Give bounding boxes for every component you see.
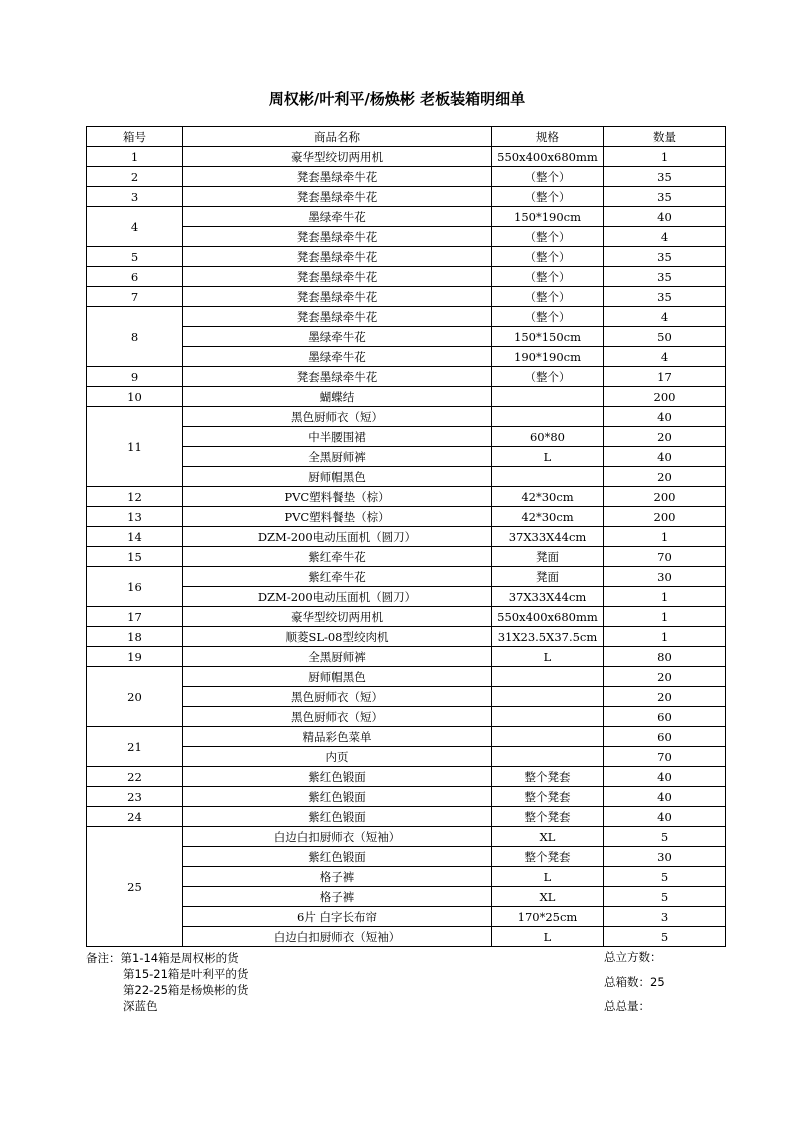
- cell-product-name: 紫红牵牛花: [183, 547, 492, 567]
- header-box-no: 箱号: [87, 127, 183, 147]
- header-spec: 规格: [492, 127, 604, 147]
- cell-spec: L: [492, 867, 604, 887]
- cell-product-name: 黑色厨师衣（短）: [183, 687, 492, 707]
- cell-product-name: DZM-200电动压面机（圆刀）: [183, 527, 492, 547]
- table-row: [87, 427, 726, 447]
- table-row: [87, 587, 726, 607]
- table-header-row: [87, 127, 726, 147]
- table-row: [87, 167, 726, 187]
- cell-spec: [492, 667, 604, 687]
- cell-product-name: 凳套墨绿牵牛花: [183, 187, 492, 207]
- cell-quantity: 20: [604, 667, 726, 687]
- cell-quantity: 1: [604, 587, 726, 607]
- cell-quantity: 1: [604, 607, 726, 627]
- cell-spec: 凳面: [492, 567, 604, 587]
- cell-product-name: 墨绿牵牛花: [183, 207, 492, 227]
- cell-quantity: 40: [604, 207, 726, 227]
- cell-box-no: 1: [87, 147, 183, 167]
- cell-spec: [492, 747, 604, 767]
- cell-quantity: 70: [604, 547, 726, 567]
- cell-quantity: 35: [604, 247, 726, 267]
- cell-box-no: 13: [87, 507, 183, 527]
- total-weight-label: 总总量：: [604, 999, 650, 1013]
- table-row: [87, 327, 726, 347]
- cell-box-no: 14: [87, 527, 183, 547]
- total-boxes-label: 总箱数：: [604, 975, 650, 989]
- table-row: [87, 727, 726, 747]
- table-row: [87, 287, 726, 307]
- table-row: [87, 927, 726, 947]
- cell-spec: 42*30cm: [492, 507, 604, 527]
- cell-product-name: 凳套墨绿牵牛花: [183, 367, 492, 387]
- cell-spec: （整个）: [492, 307, 604, 327]
- cell-quantity: 40: [604, 447, 726, 467]
- header-product-name: 商品名称: [183, 127, 492, 147]
- cell-box-no: 10: [87, 387, 183, 407]
- table-row: [87, 507, 726, 527]
- cell-product-name: 墨绿牵牛花: [183, 327, 492, 347]
- cell-product-name: 6片 白字长布帘: [183, 907, 492, 927]
- total-volume: [604, 949, 662, 965]
- cell-product-name: 紫红色锻面: [183, 787, 492, 807]
- cell-spec: 整个凳套: [492, 807, 604, 827]
- cell-spec: 整个凳套: [492, 847, 604, 867]
- table-row: [87, 367, 726, 387]
- cell-box-no: 16: [87, 567, 183, 607]
- cell-spec: （整个）: [492, 367, 604, 387]
- total-volume-label: 总立方数：: [604, 950, 662, 964]
- table-row: [87, 627, 726, 647]
- cell-product-name: 格子裤: [183, 867, 492, 887]
- cell-quantity: 40: [604, 807, 726, 827]
- cell-product-name: 凳套墨绿牵牛花: [183, 267, 492, 287]
- table-row: [87, 447, 726, 467]
- cell-product-name: 中半腰围裙: [183, 427, 492, 447]
- cell-spec: [492, 467, 604, 487]
- cell-product-name: 全黑厨师裤: [183, 447, 492, 467]
- cell-quantity: 5: [604, 887, 726, 907]
- cell-product-name: 白边白扣厨师衣（短袖）: [183, 927, 492, 947]
- cell-spec: 37X33X44cm: [492, 527, 604, 547]
- total-weight: [604, 998, 650, 1014]
- cell-spec: 190*190cm: [492, 347, 604, 367]
- cell-spec: 42*30cm: [492, 487, 604, 507]
- cell-spec: [492, 687, 604, 707]
- header-quantity: 数量: [604, 127, 726, 147]
- cell-spec: 37X33X44cm: [492, 587, 604, 607]
- cell-spec: [492, 387, 604, 407]
- cell-product-name: 顺菱SL-08型绞肉机: [183, 627, 492, 647]
- cell-product-name: 厨师帽黑色: [183, 667, 492, 687]
- packing-list-table: [86, 126, 726, 947]
- cell-spec: （整个）: [492, 287, 604, 307]
- cell-box-no: 12: [87, 487, 183, 507]
- table-row: [87, 227, 726, 247]
- cell-product-name: 紫红色锻面: [183, 807, 492, 827]
- cell-quantity: 1: [604, 527, 726, 547]
- cell-spec: XL: [492, 827, 604, 847]
- table-row: [87, 667, 726, 687]
- table-row: [87, 647, 726, 667]
- cell-quantity: 50: [604, 327, 726, 347]
- cell-product-name: 紫红色锻面: [183, 847, 492, 867]
- cell-product-name: PVC塑料餐垫（棕）: [183, 487, 492, 507]
- notes: [86, 950, 248, 1014]
- cell-quantity: 4: [604, 307, 726, 327]
- cell-product-name: 精品彩色菜单: [183, 727, 492, 747]
- cell-product-name: 凳套墨绿牵牛花: [183, 307, 492, 327]
- cell-box-no: 5: [87, 247, 183, 267]
- cell-quantity: 5: [604, 827, 726, 847]
- cell-quantity: 5: [604, 867, 726, 887]
- table-row: [87, 907, 726, 927]
- cell-box-no: 15: [87, 547, 183, 567]
- cell-quantity: 20: [604, 687, 726, 707]
- cell-product-name: 紫红色锻面: [183, 767, 492, 787]
- cell-quantity: 4: [604, 227, 726, 247]
- cell-quantity: 35: [604, 287, 726, 307]
- table-body: [87, 147, 726, 947]
- cell-box-no: 25: [87, 827, 183, 947]
- cell-quantity: 60: [604, 707, 726, 727]
- cell-box-no: 24: [87, 807, 183, 827]
- table-row: [87, 407, 726, 427]
- table-row: [87, 847, 726, 867]
- cell-spec: 60*80: [492, 427, 604, 447]
- table-row: [87, 347, 726, 367]
- cell-spec: 150*150cm: [492, 327, 604, 347]
- cell-quantity: 40: [604, 767, 726, 787]
- cell-spec: L: [492, 447, 604, 467]
- table-row: [87, 767, 726, 787]
- cell-spec: [492, 407, 604, 427]
- cell-product-name: PVC塑料餐垫（棕）: [183, 507, 492, 527]
- table-row: [87, 607, 726, 627]
- cell-product-name: 紫红牵牛花: [183, 567, 492, 587]
- cell-quantity: 70: [604, 747, 726, 767]
- cell-spec: L: [492, 647, 604, 667]
- cell-spec: 31X23.5X37.5cm: [492, 627, 604, 647]
- cell-spec: （整个）: [492, 247, 604, 267]
- cell-box-no: 22: [87, 767, 183, 787]
- table-row: [87, 147, 726, 167]
- table-row: [87, 267, 726, 287]
- cell-box-no: 23: [87, 787, 183, 807]
- cell-quantity: 35: [604, 167, 726, 187]
- table-row: [87, 207, 726, 227]
- table-row: [87, 527, 726, 547]
- table-row: [87, 887, 726, 907]
- cell-quantity: 200: [604, 487, 726, 507]
- cell-product-name: 黑色厨师衣（短）: [183, 707, 492, 727]
- cell-quantity: 40: [604, 787, 726, 807]
- cell-box-no: 2: [87, 167, 183, 187]
- table-row: [87, 687, 726, 707]
- cell-box-no: 18: [87, 627, 183, 647]
- cell-quantity: 35: [604, 187, 726, 207]
- table-row: [87, 547, 726, 567]
- cell-spec: （整个）: [492, 227, 604, 247]
- cell-product-name: DZM-200电动压面机（圆刀）: [183, 587, 492, 607]
- cell-spec: 整个凳套: [492, 767, 604, 787]
- cell-product-name: 豪华型绞切两用机: [183, 607, 492, 627]
- note-line: 第15-21箱是叶利平的货: [123, 967, 249, 981]
- cell-quantity: 3: [604, 907, 726, 927]
- cell-product-name: 白边白扣厨师衣（短袖）: [183, 827, 492, 847]
- cell-product-name: 凳套墨绿牵牛花: [183, 167, 492, 187]
- cell-product-name: 内页: [183, 747, 492, 767]
- cell-box-no: 9: [87, 367, 183, 387]
- cell-product-name: 厨师帽黑色: [183, 467, 492, 487]
- cell-spec: [492, 727, 604, 747]
- cell-product-name: 蝴蝶结: [183, 387, 492, 407]
- cell-quantity: 60: [604, 727, 726, 747]
- table-row: [87, 747, 726, 767]
- cell-spec: 550x400x680mm: [492, 147, 604, 167]
- table-row: [87, 567, 726, 587]
- cell-box-no: 8: [87, 307, 183, 367]
- cell-box-no: 4: [87, 207, 183, 247]
- table-row: [87, 707, 726, 727]
- cell-quantity: 1: [604, 627, 726, 647]
- cell-product-name: 格子裤: [183, 887, 492, 907]
- cell-box-no: 11: [87, 407, 183, 487]
- cell-spec: [492, 707, 604, 727]
- cell-spec: 550x400x680mm: [492, 607, 604, 627]
- cell-quantity: 30: [604, 847, 726, 867]
- cell-spec: XL: [492, 887, 604, 907]
- note-line: 深蓝色: [123, 999, 158, 1013]
- total-boxes-value: 25: [650, 975, 665, 989]
- cell-spec: 170*25cm: [492, 907, 604, 927]
- note-line: 备注：第1-14箱是周权彬的货: [86, 951, 239, 965]
- cell-box-no: 6: [87, 267, 183, 287]
- table-row: [87, 807, 726, 827]
- cell-box-no: 21: [87, 727, 183, 767]
- cell-box-no: 7: [87, 287, 183, 307]
- table-row: [87, 827, 726, 847]
- table-row: [87, 307, 726, 327]
- cell-quantity: 5: [604, 927, 726, 947]
- cell-quantity: 200: [604, 507, 726, 527]
- cell-spec: （整个）: [492, 167, 604, 187]
- note-line: 第22-25箱是杨焕彬的货: [123, 983, 249, 997]
- cell-spec: L: [492, 927, 604, 947]
- cell-box-no: 20: [87, 667, 183, 727]
- table-row: [87, 487, 726, 507]
- cell-quantity: 1: [604, 147, 726, 167]
- cell-product-name: 全黑厨师裤: [183, 647, 492, 667]
- cell-quantity: 200: [604, 387, 726, 407]
- total-boxes: [604, 974, 665, 990]
- cell-box-no: 3: [87, 187, 183, 207]
- cell-spec: （整个）: [492, 267, 604, 287]
- cell-product-name: 凳套墨绿牵牛花: [183, 287, 492, 307]
- cell-quantity: 17: [604, 367, 726, 387]
- table-row: [87, 387, 726, 407]
- cell-quantity: 35: [604, 267, 726, 287]
- table-row: [87, 467, 726, 487]
- cell-quantity: 20: [604, 427, 726, 447]
- cell-spec: 凳面: [492, 547, 604, 567]
- cell-quantity: 80: [604, 647, 726, 667]
- cell-spec: 150*190cm: [492, 207, 604, 227]
- cell-quantity: 40: [604, 407, 726, 427]
- table-row: [87, 867, 726, 887]
- cell-quantity: 4: [604, 347, 726, 367]
- cell-box-no: 19: [87, 647, 183, 667]
- cell-quantity: 30: [604, 567, 726, 587]
- table-row: [87, 787, 726, 807]
- cell-product-name: 黑色厨师衣（短）: [183, 407, 492, 427]
- cell-product-name: 凳套墨绿牵牛花: [183, 247, 492, 267]
- cell-quantity: 20: [604, 467, 726, 487]
- table-row: [87, 187, 726, 207]
- cell-product-name: 墨绿牵牛花: [183, 347, 492, 367]
- cell-product-name: 豪华型绞切两用机: [183, 147, 492, 167]
- cell-product-name: 凳套墨绿牵牛花: [183, 227, 492, 247]
- cell-spec: 整个凳套: [492, 787, 604, 807]
- cell-box-no: 17: [87, 607, 183, 627]
- page-title: 周权彬/叶利平/杨焕彬 老板装箱明细单: [268, 90, 526, 108]
- cell-spec: （整个）: [492, 187, 604, 207]
- table-row: [87, 247, 726, 267]
